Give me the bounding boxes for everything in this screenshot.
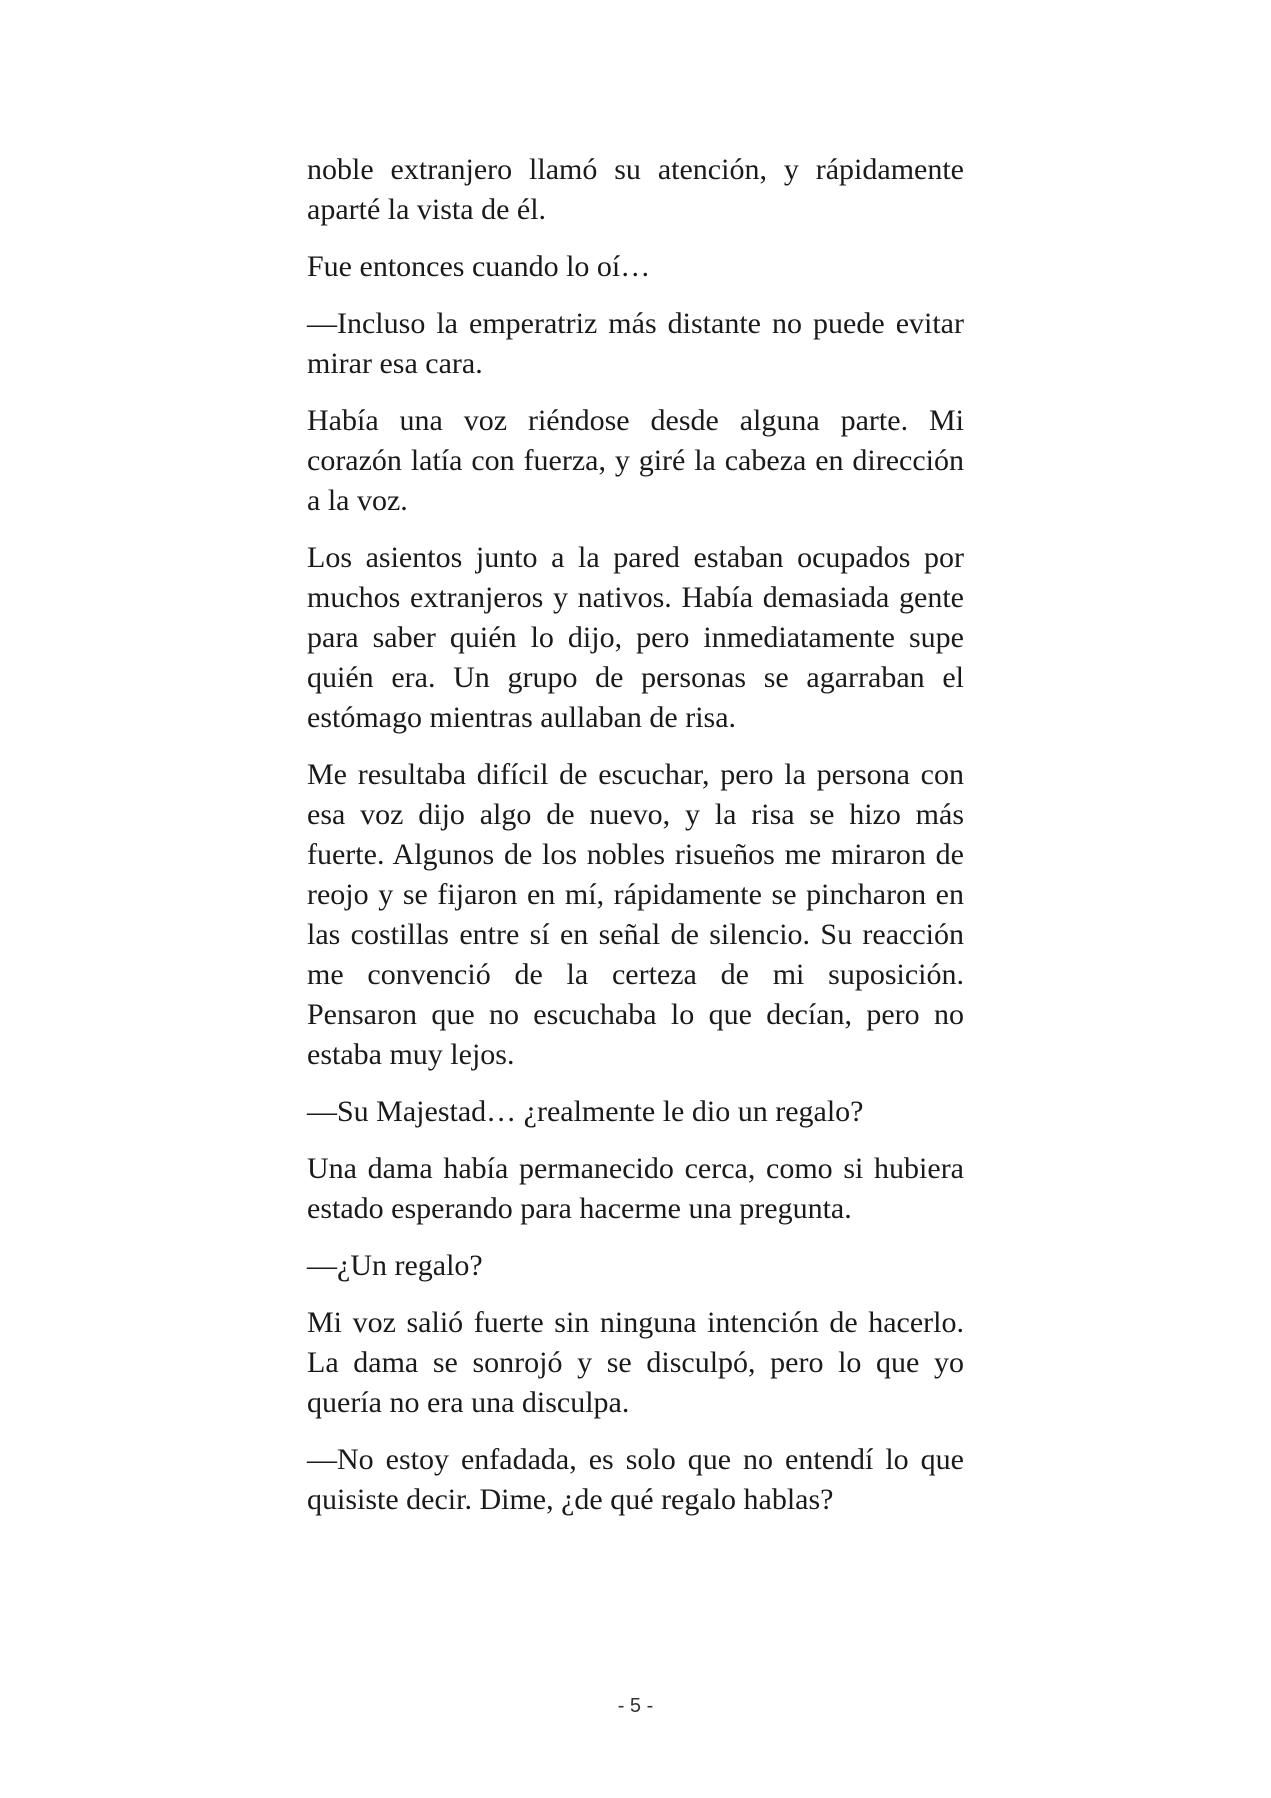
paragraph: Fue entonces cuando lo oí… — [307, 250, 651, 283]
paragraph: Una dama había permanecido cerca, como si hubiera estado esperando para hacerme una pregunta. — [307, 1152, 964, 1225]
dialogue-paragraph: —Su Majestad… ¿realmente le dio un regalo? — [307, 1095, 864, 1128]
dialogue-paragraph: —No estoy enfadada, es solo que no entendí lo que quisiste decir. Dime, ¿de qué regalo hablas? — [307, 1443, 964, 1516]
paragraph: noble extranjero llamó su atención, y rápidamente aparté la vista de él. — [307, 153, 964, 226]
paragraph: Los asientos junto a la pared estaban ocupados por muchos extranjeros y nativos. Había demasiada gente para saber quién lo dijo, pero inmediatamente supe quién era. Un grupo de personas se agarraban el estómago mientras aullaban de risa. — [307, 541, 964, 734]
page-number: - 5 - — [617, 1695, 654, 1717]
paragraph: Mi voz salió fuerte sin ninguna intención de hacerlo. La dama se sonrojó y se disculpó, pero lo que yo quería no era una disculpa. — [307, 1306, 964, 1419]
paragraph: Había una voz riéndose desde alguna parte. Mi corazón latía con fuerza, y giré la cabeza en dirección a la voz. — [307, 404, 964, 517]
body-text — [307, 150, 964, 1537]
dialogue-paragraph: —Incluso la emperatriz más distante no puede evitar mirar esa cara. — [307, 307, 964, 380]
paragraph: Me resultaba difícil de escuchar, pero la persona con esa voz dijo algo de nuevo, y la risa se hizo más fuerte. Algunos de los nobles risueños me miraron de reojo y se fijaron en mí, rápidamente se pincharon en las costillas entre sí en señal de silencio. Su reacción me convenció de la certeza de mi suposición. Pensaron que no escuchaba lo que decían, pero no estaba muy lejos. — [307, 758, 964, 1071]
dialogue-paragraph: —¿Un regalo? — [307, 1249, 483, 1282]
